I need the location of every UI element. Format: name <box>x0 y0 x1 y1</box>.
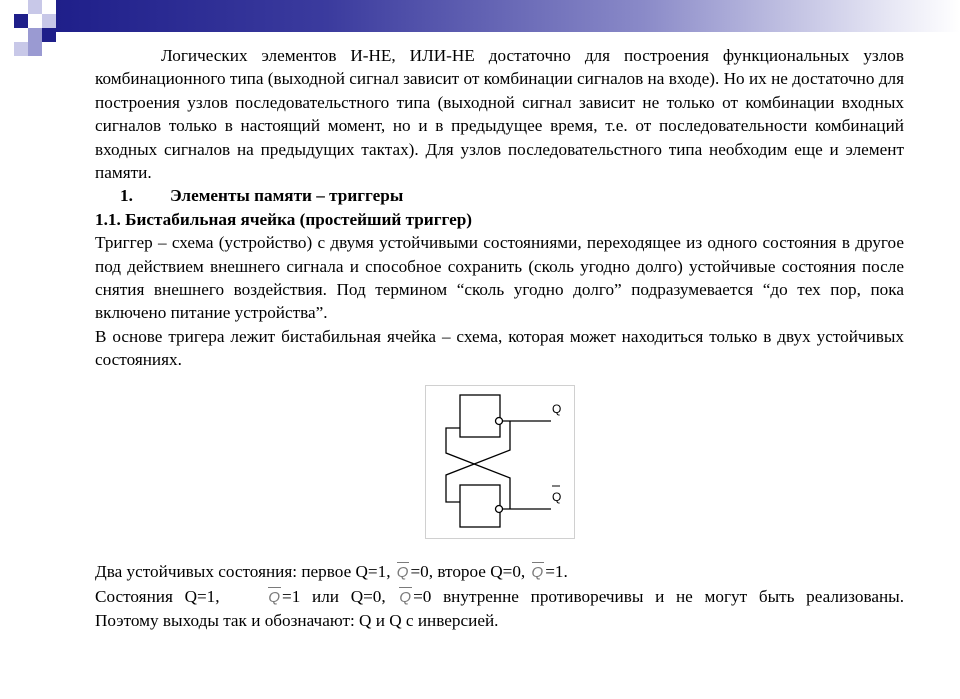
outputs-naming-line: Поэтому выходы так и обозначают: Q и Q с инверсией. <box>95 611 499 631</box>
contra-text-2: =1 или Q=0, <box>282 587 386 606</box>
section-heading <box>95 184 904 207</box>
q-inverse-symbol: Q <box>266 586 282 609</box>
bistable-cell-svg <box>426 386 574 538</box>
contra-text-3: =0 внутренне противоречивы и не могут быть реализованы. <box>413 587 905 606</box>
states-text-3: =1. <box>545 562 568 581</box>
states-text-1: Два устойчивых состояния: первое Q=1, <box>95 562 391 581</box>
intro-paragraph: Логических элементов И-НЕ, ИЛИ-НЕ достаточно для построения функциональных узлов комбинационного типа (выходной сигнал зависит от комбинации сигналов на входе). Но их не достаточно для построения узлов последовательстного типа (выходной сигнал зависит не только от комбинации входных сигналов только в настоящий момент, но и в предыдущее время, т.е. от последовательности комбинаций входных сигналов на предыдущих тактах). Для узлов последовательстного типа необходим еще и элемент памяти. <box>95 46 904 183</box>
header-square <box>42 28 56 42</box>
q-inverse-symbol: Q <box>530 561 546 584</box>
slide-content <box>95 44 904 372</box>
stable-states-line <box>95 560 904 584</box>
header-square <box>28 28 42 42</box>
header-square <box>42 14 56 28</box>
label-qbar: Q <box>552 490 562 504</box>
gate-top <box>460 395 500 437</box>
section-number: 1. <box>120 186 133 206</box>
header-gradient-bar <box>56 0 960 32</box>
states-text-2: =0, второе Q=0, <box>410 562 526 581</box>
contradiction-line <box>95 585 904 609</box>
q-inverse-symbol: Q <box>397 586 413 609</box>
header-square <box>28 0 42 14</box>
bistable-cell-paragraph: В основе тригера лежит бистабильная ячейка – схема, которая может находиться только в двух устойчивых состояниях. <box>95 326 904 370</box>
header-square <box>28 42 42 56</box>
header-square <box>14 42 28 56</box>
bistable-cell-diagram <box>425 385 575 539</box>
contra-text-1: Состояния Q=1, <box>95 587 220 606</box>
gate-bottom <box>460 485 500 527</box>
trigger-definition-paragraph: Триггер – схема (устройство) с двумя устойчивыми состояниями, переходящее из одного состояния в другое под действием внешнего сигнала и способное сохранить (сколь угодно долго) устойчивые состояния после снятия внешнего воздействия. Под термином “сколь угодно долго” подразумевается “до тех пор, пока включено питание устройства”. <box>95 233 904 323</box>
q-inverse-symbol: Q <box>395 561 411 584</box>
header-square <box>14 14 28 28</box>
states-block <box>95 560 904 584</box>
contradiction-block <box>95 585 904 633</box>
inversion-bubble-top <box>496 418 503 425</box>
inversion-bubble-bottom <box>496 506 503 513</box>
subsection-heading: 1.1. Бистабильная ячейка (простейший триггер) <box>95 209 473 229</box>
section-title: Элементы памяти – триггеры <box>170 186 404 206</box>
label-q: Q <box>552 402 562 416</box>
